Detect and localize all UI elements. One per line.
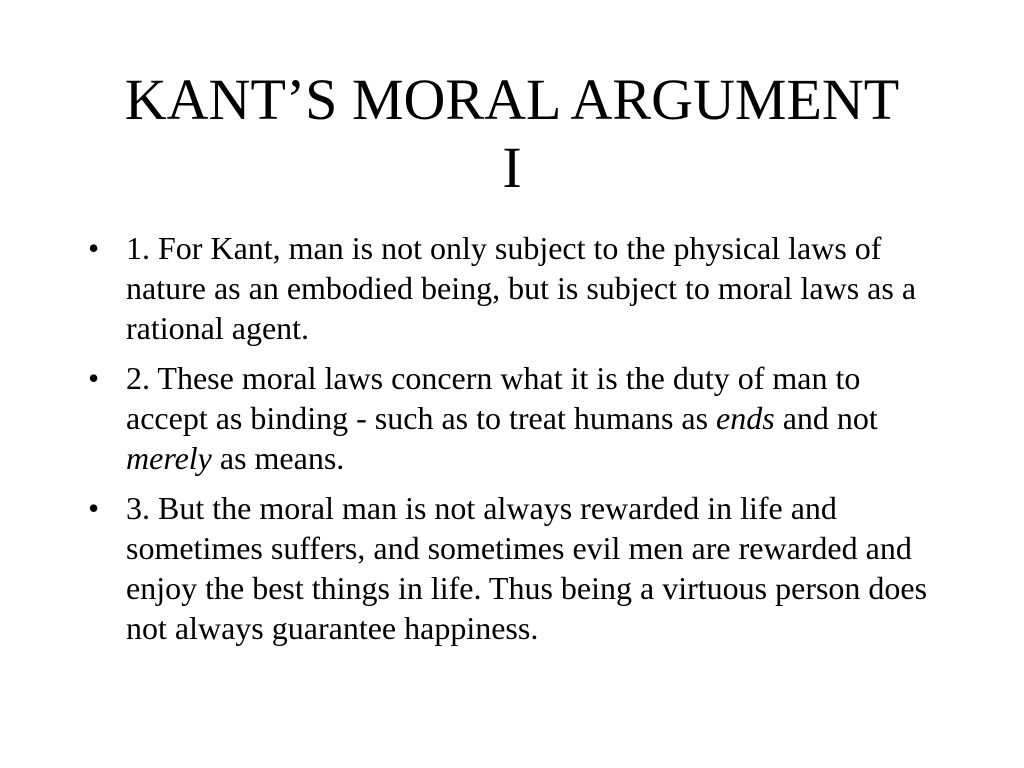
bullet-text-2-emphasis-merely: merely: [126, 440, 212, 476]
bullet-list: [88, 228, 928, 658]
bullet-text-2-part-2: and not: [774, 400, 878, 436]
bullet-item-3: [88, 488, 928, 648]
slide-title-line-2: I: [502, 135, 522, 200]
bullet-item-1: [88, 228, 928, 348]
bullet-text-2-part-1: 2. These moral laws concern what it is the duty of man to accept as binding - such as to treat humans as: [126, 360, 861, 436]
slide-title: [60, 66, 964, 202]
bullet-marker: •: [88, 490, 100, 526]
bullet-marker: •: [88, 360, 100, 396]
slide-title-line-1: KANT’S MORAL ARGUMENT: [124, 67, 900, 132]
bullet-text-3: 3. But the moral man is not always rewarded in life and sometimes suffers, and sometimes evil men are rewarded and enjoy the best things in life. Thus being a virtuous person does not always guarantee happiness.: [126, 490, 928, 646]
bullet-text-2-emphasis-ends: ends: [716, 400, 775, 436]
bullet-item-2: [88, 358, 928, 478]
bullet-text-2-part-3: as means.: [211, 440, 345, 476]
bullet-text-1: 1. For Kant, man is not only subject to the physical laws of nature as an embodied being, but is subject to moral laws as a rational agent.: [126, 230, 917, 346]
bullet-marker: •: [88, 230, 100, 266]
